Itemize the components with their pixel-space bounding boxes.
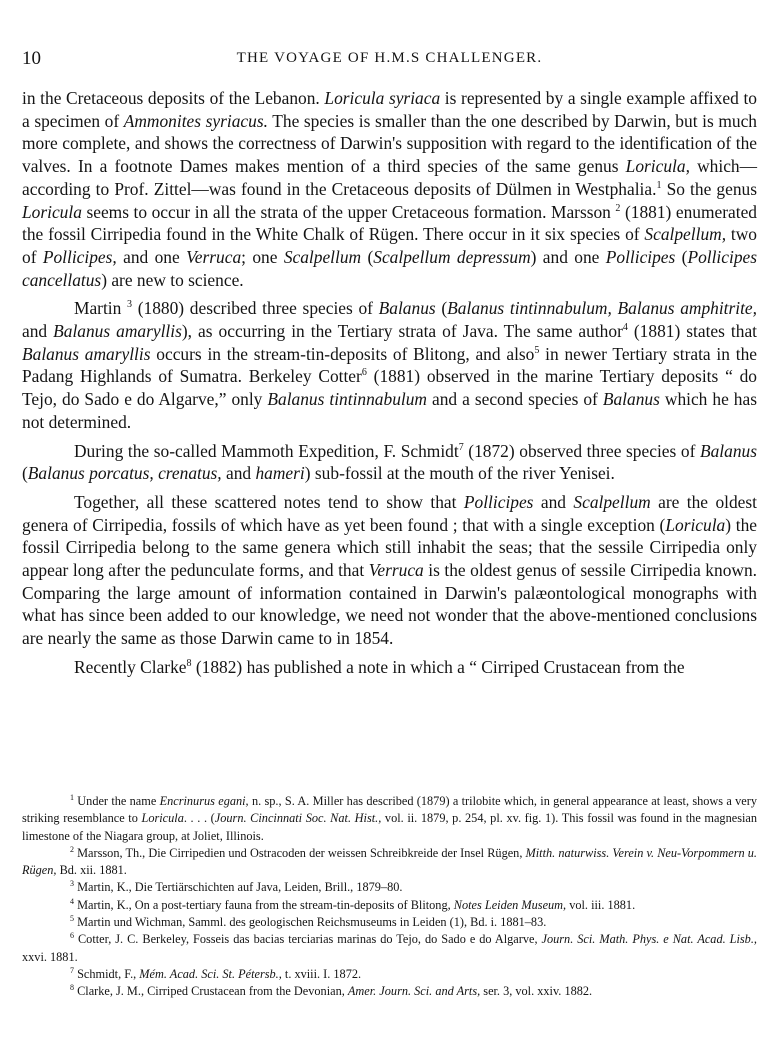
text: Schmidt, F., [74,966,140,981]
taxon-name: Ammonites syriacus. [123,110,268,131]
taxon-name: Balanus [699,440,757,461]
text: ) are new to science. [101,269,244,290]
page-header [22,48,757,72]
text: . . . . ( [183,811,215,826]
text: which he has not determined. [22,389,757,432]
text: and [533,491,574,512]
taxon-name: Balanus tintinnabulum [267,389,427,410]
text: ; one [241,246,284,267]
footnote-number: 5 [70,914,74,924]
taxon-name: Scalpellum, [644,224,727,245]
text: (1881) enumerated the fossil Cirripedia found in the White Chalk of Rügen. There occur in it six species of [22,201,757,245]
taxon-name: Loricula [22,201,82,222]
text: is represented by a single example affixed to a specimen of [22,88,757,131]
taxon-name: Loricula [665,514,726,535]
footnote-number: 2 [70,844,74,854]
text: ( [22,463,28,484]
italic-text: Mém. Acad. Sci. St. Pétersb., [139,966,282,981]
text: (1880) described three species of [132,298,379,319]
text: Together, all these scattered notes tend to show that [74,491,464,512]
text: ), as occurring in the Tertiary strata of Java. The same author [181,321,623,342]
taxon-name: Pollicipes [605,246,676,267]
text: t. xviii. I. 1872. [281,966,362,981]
footnote-ref: 6 [361,367,367,379]
taxon-name: Scalpellum [283,246,362,267]
text: Martin und Wichman, Samml. des geologischen Reichsmuseums in Leiden (1), Bd. i. 1881–83. [74,915,547,930]
text: Cotter, J. C. Berkeley, Fosseis das bacias terciarias marinas do Tejo, do Sado e do Algarve, [74,932,542,947]
paragraph-1 [22,87,757,291]
footnote-6 [22,931,757,966]
text: ser. 3, vol. xxiv. 1882. [480,984,593,999]
footnote-ref: 7 [458,441,464,453]
footnote-ref: 3 [127,299,133,311]
taxon-name: Verruca [368,560,424,581]
text: which—according to Prof. Zittel—was found in the Cretaceous deposits of Dülmen in Westphalia. [22,156,757,199]
taxon-name: Balanus porcatus, crenatus, [27,463,222,484]
text: (1882) has published a note in which a “ Cirriped Crustacean from the [191,656,685,677]
text: Recently Clarke [74,656,187,677]
footnote-number: 3 [70,879,74,889]
footnote-number: 6 [70,931,74,941]
footnote-7 [22,966,757,983]
text: and [22,321,54,342]
text: two of [22,224,757,267]
page-number: 10 [22,48,41,69]
text: Martin [74,298,128,319]
text: ( [361,246,374,267]
taxon-name: Pollicipes, [42,246,117,267]
footnotes [22,793,757,1001]
text: Bd. xii. 1881. [56,863,127,878]
text: ( [675,246,688,267]
footnote-number: 1 [70,793,74,802]
text: Marsson, Th., Die Cirripedien und Ostracoden der weissen Schreibkreide der Insel Rügen, [74,845,526,860]
text: Martin, K., On a post-tertiary fauna from the stream-tin-deposits of Blitong, [74,897,454,912]
footnote-ref: 8 [186,657,192,669]
paragraph-5 [22,656,757,679]
text: and a second species of [426,389,603,410]
text: (1881) states that [627,321,758,342]
text: ) and one [530,246,606,267]
taxon-name: Balanus amaryllis [22,343,151,364]
footnote-3 [22,879,757,896]
italic-text: Journ. Cincinnati Soc. Nat. Hist., [214,811,382,826]
text: During the so-called Mammoth Expedition, F. Schmidt [74,440,459,461]
italic-text: Notes Leiden Museum, [453,897,567,912]
italic-text: Amer. Journ. Sci. and Arts, [347,984,481,999]
taxon-name: Balanus tintinnabulum, Balanus amphitrite, [447,298,757,319]
footnote-ref: 1 [656,179,662,191]
text: seems to occur in all the strata of the upper Cretaceous formation. Marsson [81,201,616,222]
footnote-number: 7 [70,965,74,975]
text: The species is smaller than the one described by Darwin, but is much more complete, and shows the correctness of Darwin's supposition with regard to the identification of the valves. In a footnote Dames makes mention of a third species of the same genus [22,110,757,177]
text: vol. ii. 1879, p. 254, pl. xv. fig. 1). This fossil was found in the magnesian limestone of the Niagara group, at Joliet, Illinois. [22,811,757,843]
footnote-4 [22,897,757,914]
footnote-2 [22,845,757,880]
footnote-8 [22,983,757,1000]
italic-text: Journ. Sci. Math. Phys. e Nat. Acad. Lisb., [541,932,757,947]
footnote-ref: 5 [534,344,540,356]
footnote-number: 8 [70,983,74,993]
paragraph-2 [22,297,757,433]
paragraph-4 [22,491,757,650]
text: and [221,463,256,484]
taxon-name: Verruca [186,246,242,267]
text: (1872) observed three species of [463,440,700,461]
taxon-name: Scalpellum depressum [373,246,531,267]
main-text [22,87,757,685]
taxon-name: Pollicipes [463,491,534,512]
text: Martin, K., Die Tertiärschichten auf Java, Leiden, Brill., 1879–80. [74,880,403,895]
footnote-ref: 2 [615,202,621,214]
taxon-name: Balanus [602,389,660,410]
running-title: THE VOYAGE OF H.M.S CHALLENGER. [236,50,543,66]
text: occurs in the stream-tin-deposits of Blitong, and also [150,343,535,364]
text: ) the fossil Cirripedia belong to the same genera which still inhabit the seas; that the sessile Cirripedia only appear long after the pedunculate forms, and that [22,514,757,581]
footnote-ref: 4 [622,322,628,334]
taxon-name: Scalpellum [573,491,651,512]
italic-text: Encrinurus egani, [159,794,249,808]
text: n. sp., S. A. Miller has described (1879) a trilobite which, in general appearance at least, shows a very striking resemblance to [22,794,757,826]
taxon-name: hameri [255,463,305,484]
text: in the Cretaceous deposits of the Lebanon. [22,88,325,108]
taxon-name: Balanus amaryllis [53,321,182,342]
text: ( [435,298,448,319]
footnote-5 [22,914,757,931]
italic-text: Mitth. naturwiss. Verein v. Neu-Vorpommern u. Rügen, [22,845,757,878]
text: is the oldest genus of sessile Cirripedia known. Comparing the large amount of information contained in Darwin's palæontological monographs with what has since been added to our knowledge, we need not wonder that the above-mentioned conclusions are nearly the same as those Darwin came to in 1854. [22,560,757,649]
footnote-number: 4 [70,896,74,906]
text: and one [116,246,187,267]
text: vol. iii. 1881. [566,897,636,912]
italic-text: Loricula [141,811,184,826]
text: Under the name [74,794,160,808]
taxon-name: Loricula, [625,156,690,177]
text: ) sub-fossil at the mouth of the river Yenisei. [304,463,615,484]
text: are the oldest genera of Cirripedia, fossils of which have as yet been found ; that with a single exception ( [22,491,757,535]
taxon-name: Loricula syriaca [324,88,441,108]
text: xxvi. 1881. [22,949,78,964]
footnote-1 [22,793,757,845]
taxon-name: Pollicipes cancellatus [22,246,757,290]
text: So the genus [661,178,758,199]
taxon-name: Balanus [378,298,436,319]
text: (1881) observed in the marine Tertiary deposits “ do Tejo, do Sado e do Algarve,” only [22,366,757,410]
text: Clarke, J. M., Cirriped Crustacean from the Devonian, [74,984,348,999]
text: in newer Tertiary strata in the Padang Highlands of Sumatra. Berkeley Cotter [22,343,757,387]
paragraph-3 [22,440,757,485]
